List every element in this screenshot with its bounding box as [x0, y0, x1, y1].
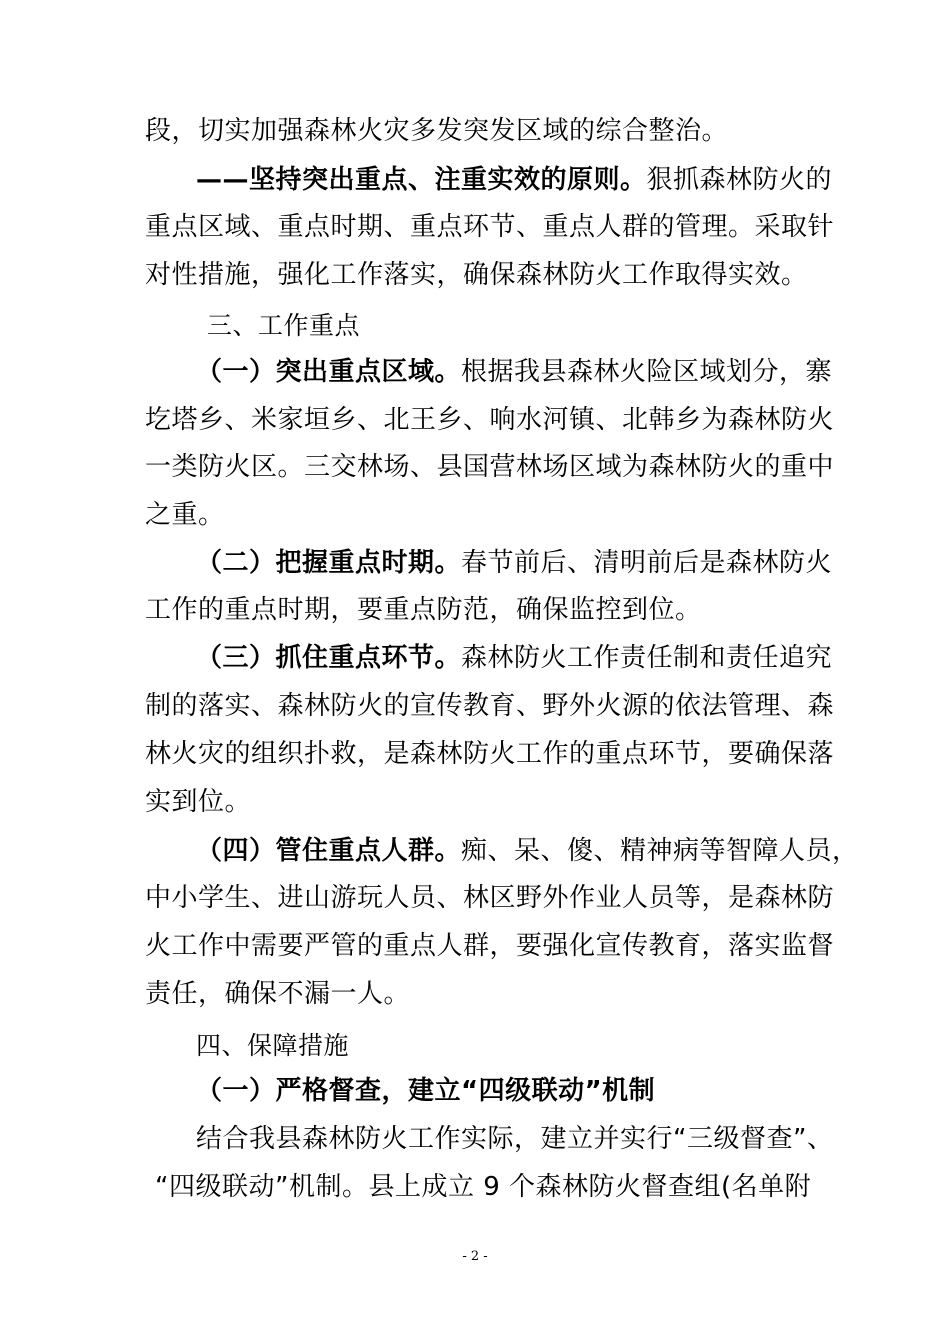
- body-text: 重点区域、重点时期、重点环节、重点人群的管理。采取针: [145, 212, 835, 242]
- body-text: 段，切实加强森林火灾多发突发区域的综合整治。: [145, 116, 729, 146]
- body-text: 对性措施，强化工作落实，确保森林防火工作取得实效。: [145, 260, 808, 290]
- subsection-title: （一）严格督查，建立“四级联动”机制: [196, 1076, 656, 1106]
- principle-title: ——坚持突出重点、注重实效的原则。: [196, 165, 647, 195]
- subsection-title: （二）把握重点时期。: [196, 548, 462, 578]
- section-heading: [0, 1029, 950, 1063]
- subsection-paragraph-start: [0, 834, 950, 868]
- body-text: 春节前后、清明前后是森林防火: [461, 548, 833, 578]
- body-text: 火工作中需要严管的重点人群，要强化宣传教育，落实监督: [145, 931, 835, 961]
- section-heading: [0, 309, 950, 343]
- body-text: 根据我县森林火险区域划分，寨: [461, 357, 833, 387]
- body-text: 狠抓森林防火的: [646, 165, 833, 195]
- body-text-line: [0, 450, 950, 484]
- body-text-line: [0, 785, 950, 819]
- subsection-paragraph-start: [0, 355, 950, 389]
- body-text: 实到位。: [145, 787, 252, 817]
- principle-paragraph-start: [0, 163, 950, 197]
- body-text-line: [0, 210, 950, 244]
- body-text: 之重。: [145, 500, 225, 530]
- body-text-line: [0, 403, 950, 437]
- body-text-line: [0, 1122, 950, 1156]
- body-text: “四级联动”机制。县上成立 9 个森林防火督查组(名单附: [155, 1172, 812, 1202]
- body-text: 结合我县森林防火工作实际，建立并实行“三级督查”、: [196, 1124, 834, 1154]
- subsection-heading: [0, 1074, 950, 1108]
- body-text-line: [0, 258, 950, 292]
- body-text: 痴、呆、傻、精神病等智障人员，: [461, 836, 859, 866]
- body-text-line: [0, 593, 950, 627]
- body-text: 林火灾的组织扑救，是森林防火工作的重点环节，要确保落: [145, 739, 835, 769]
- body-text-line: [0, 498, 950, 532]
- body-text: 圪塔乡、米家垣乡、北王乡、响水河镇、北韩乡为森林防火: [145, 405, 835, 435]
- section-heading-text: 四、保障措施: [196, 1031, 350, 1060]
- body-text-line: [0, 114, 950, 148]
- body-text: 责任，确保不漏一人。: [145, 979, 411, 1009]
- body-text: 制的落实、森林防火的宣传教育、野外火源的依法管理、森: [145, 691, 835, 721]
- body-text-line: [0, 929, 950, 963]
- body-text-line: [0, 881, 950, 915]
- body-text: 工作的重点时期，要重点防范，确保监控到位。: [145, 595, 702, 625]
- section-heading-text: 三、工作重点: [207, 311, 361, 340]
- subsection-title: （一）突出重点区域。: [196, 357, 462, 387]
- body-text-line: [0, 977, 950, 1011]
- subsection-paragraph-start: [0, 641, 950, 675]
- page-number: - 2 -: [462, 1249, 488, 1264]
- subsection-title: （四）管住重点人群。: [196, 836, 462, 866]
- body-text: 一类防火区。三交林场、县国营林场区域为森林防火的重中: [145, 452, 835, 482]
- body-text: 森林防火工作责任制和责任追究: [461, 643, 833, 673]
- subsection-paragraph-start: [0, 546, 950, 580]
- body-text-line: [0, 737, 950, 771]
- subsection-title: （三）抓住重点环节。: [196, 643, 462, 673]
- body-text: 中小学生、进山游玩人员、林区野外作业人员等，是森林防: [145, 883, 835, 913]
- body-text-line: [0, 1170, 950, 1204]
- body-text-line: [0, 689, 950, 723]
